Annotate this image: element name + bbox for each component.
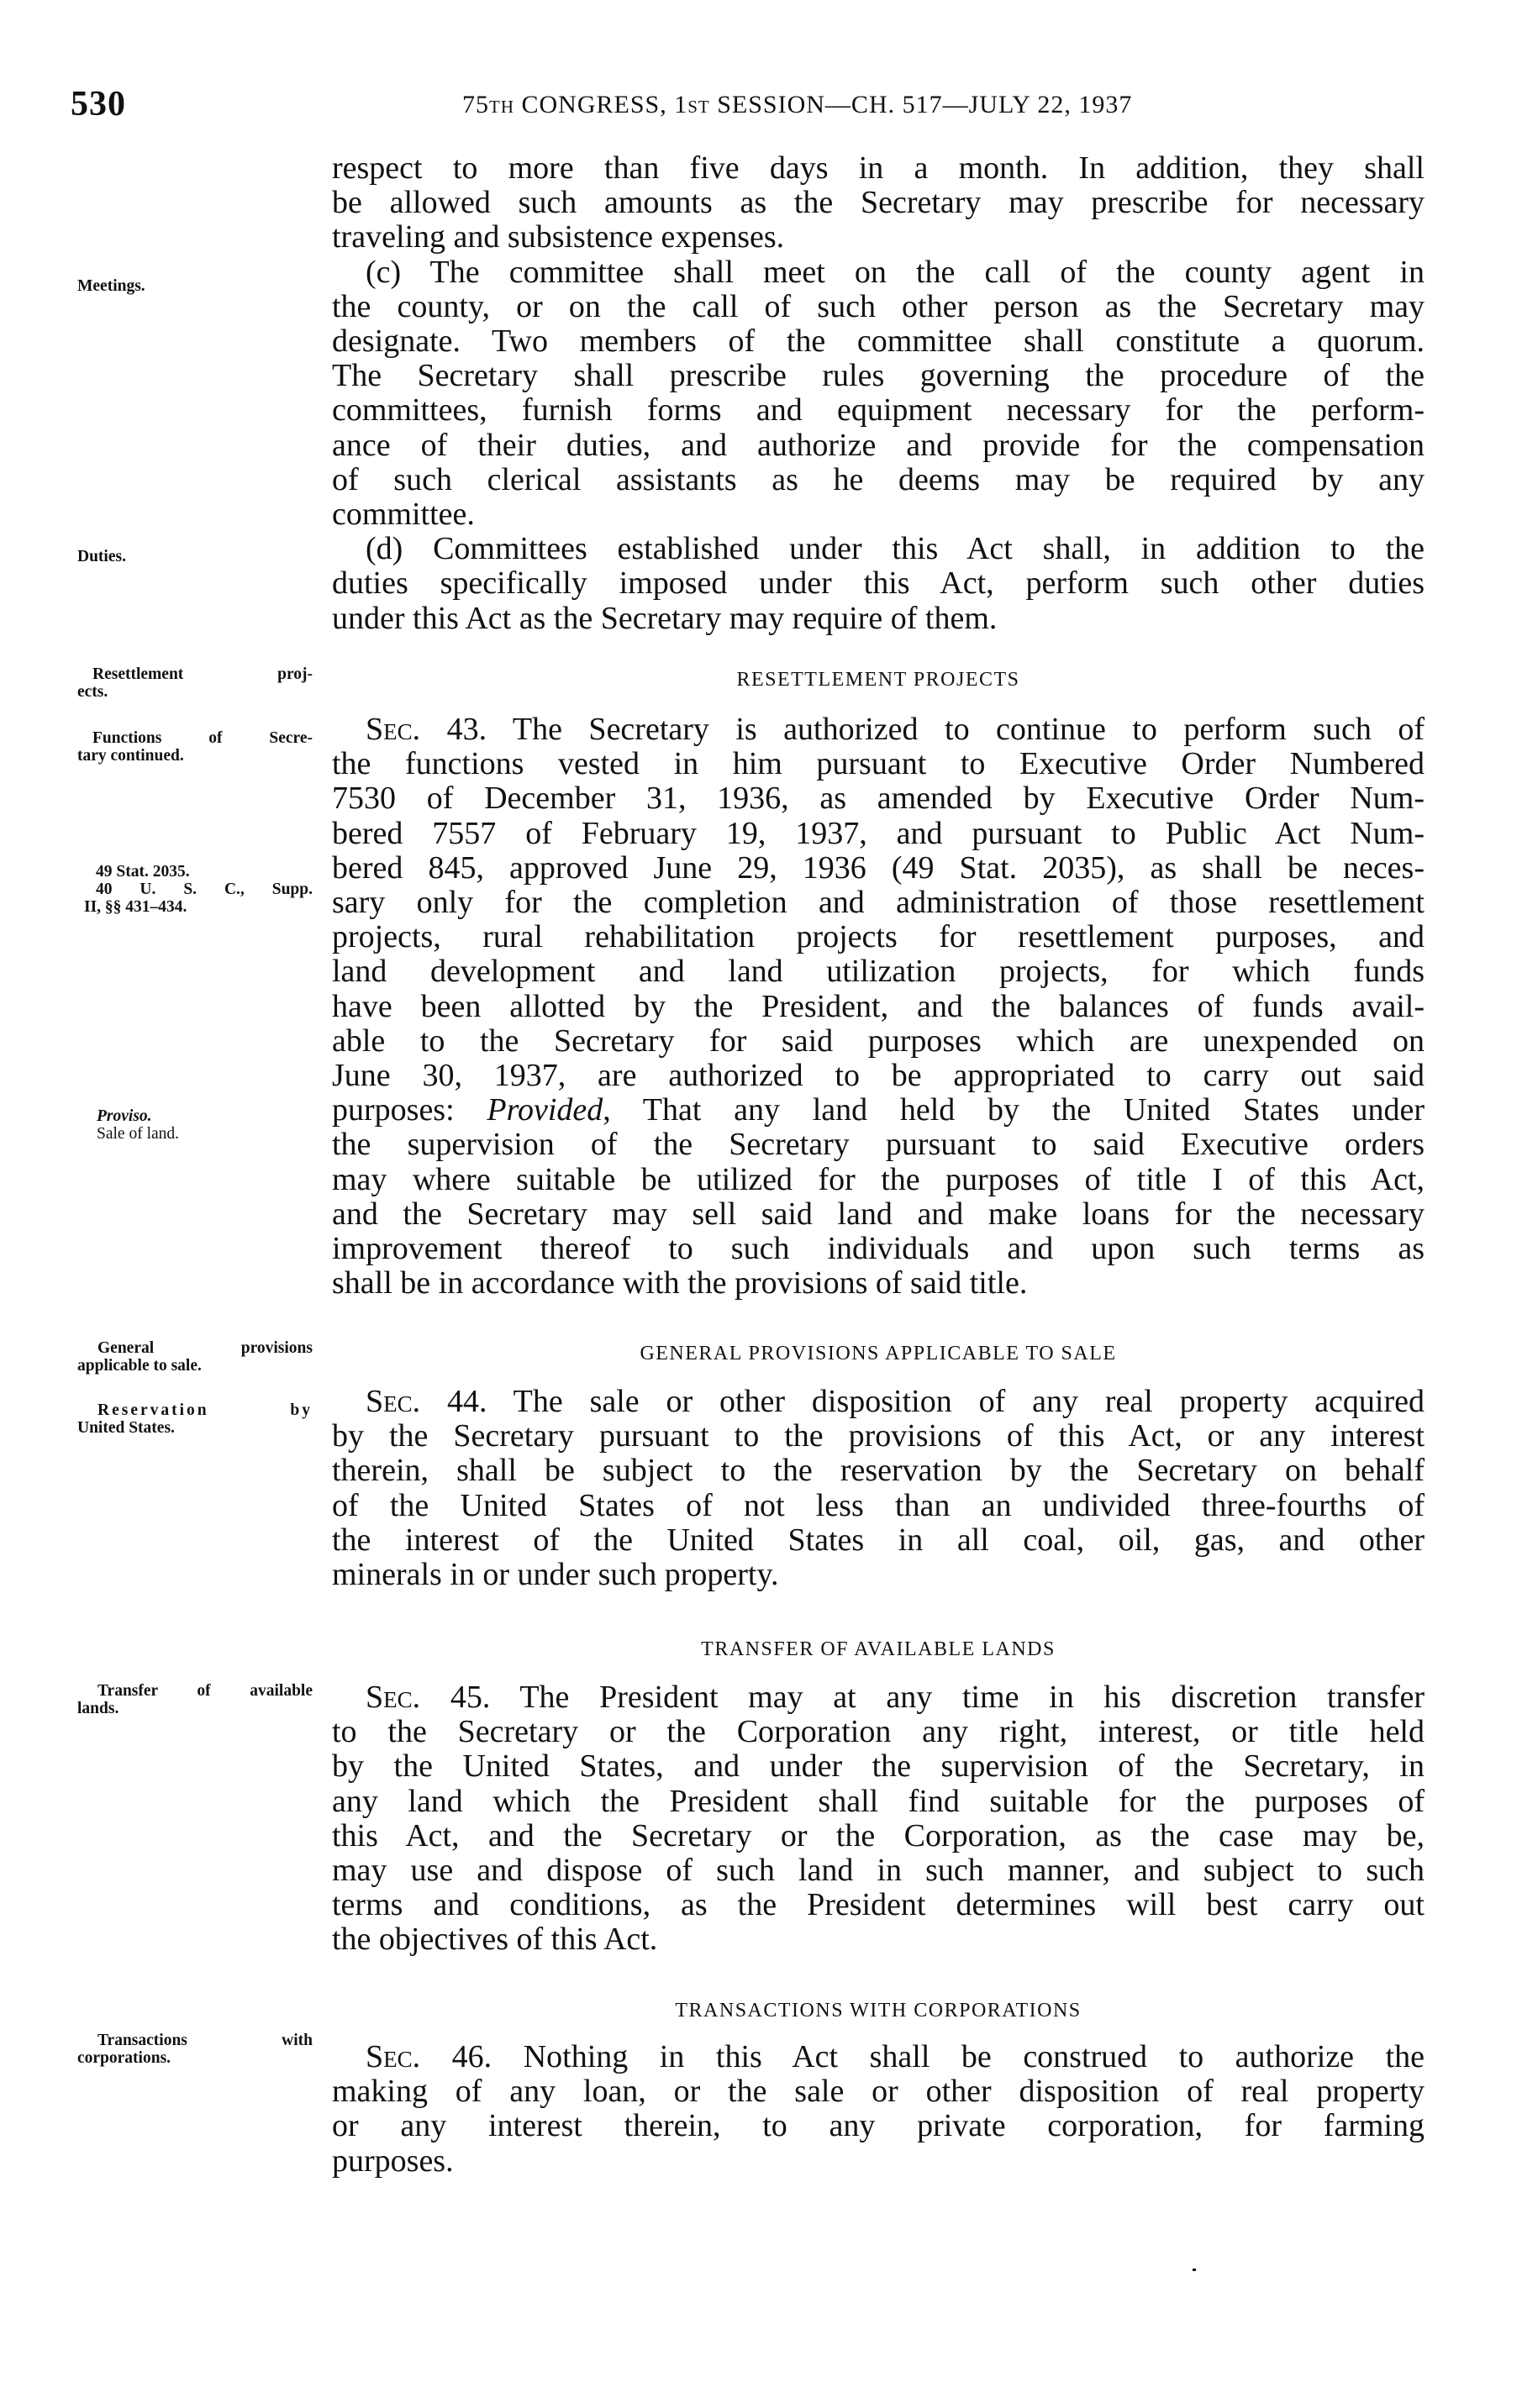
text-line: purposes.	[332, 2142, 454, 2179]
text-line: respect to more than five days in a month. In addition, they shall	[332, 150, 1425, 186]
text-line: bered 7557 of February 19, 1937, and pursuant to Public Act Num-	[332, 815, 1425, 851]
text-line: to the Secretary or the Corporation any right, interest, or title held	[332, 1714, 1425, 1750]
section-46	[332, 2040, 1425, 2179]
text-line: committees, furnish forms and equipment necessary for the perform-	[332, 392, 1425, 428]
congress-word: CONGRESS,	[514, 91, 675, 118]
margin-note-meetings	[77, 277, 313, 295]
text-line: June 30, 1937, are authorized to be appropriated to carry out said	[332, 1058, 1425, 1094]
congress-number: 75	[462, 91, 489, 118]
citation-line: 40 U. S. C., Supp.	[96, 881, 313, 898]
margin-note-line: Functions of Secre-	[92, 729, 313, 747]
section-44	[332, 1385, 1425, 1592]
text-line: The Secretary shall prescribe rules governing the procedure of the	[332, 358, 1425, 394]
text-line: improvement thereof to such individuals and upon such terms as	[332, 1231, 1425, 1267]
proviso-label: Proviso.	[97, 1107, 152, 1125]
text-line: projects, rural rehabilitation projects for resettlement purposes, and	[332, 919, 1425, 955]
margin-note-transfer-lands	[77, 1682, 313, 1717]
print-speck	[1193, 2269, 1196, 2271]
margin-note-line: Duties.	[77, 548, 126, 565]
margin-note-line: Meetings.	[77, 277, 145, 295]
text-line: able to the Secretary for said purposes which are unexpended on	[332, 1023, 1425, 1059]
citation-line: II, §§ 431–434.	[84, 898, 187, 916]
heading-resettlement-projects: RESETTLEMENT PROJECTS	[736, 669, 1020, 691]
text-line: the supervision of the Secretary pursuant to said Executive orders	[332, 1127, 1425, 1163]
text-line: bered 845, approved June 29, 1936 (49 Stat. 2035), as shall be neces-	[332, 849, 1425, 886]
text-line: (d) Committees established under this Act shall, in addition to the	[366, 531, 1425, 567]
heading-transfer-lands: TRANSFER OF AVAILABLE LANDS	[701, 1638, 1056, 1660]
text-line: (c) The committee shall meet on the call of the county agent in	[366, 254, 1425, 290]
text-line: shall be in accordance with the provisions of said title.	[332, 1265, 1028, 1301]
text-line: therein, shall be subject to the reservation by the Secretary on behalf	[332, 1453, 1425, 1489]
section-label: Sec. 46.	[366, 2039, 492, 2074]
margin-note-line: United States.	[77, 1419, 175, 1437]
margin-note-proviso	[97, 1107, 332, 1143]
margin-note-reservation	[77, 1401, 313, 1437]
text-line: land development and land utilization projects, for which funds	[332, 954, 1425, 990]
margin-note-functions-continued	[77, 729, 313, 765]
text-line: 7530 of December 31, 1936, as amended by Executive Order Num-	[332, 781, 1425, 817]
text-line: The Secretary is authorized to continue to perform such of	[487, 712, 1425, 747]
session-number: 1	[674, 91, 688, 118]
text-line: of such clerical assistants as he deems may be required by any	[332, 461, 1425, 497]
text-line: have been allotted by the President, and the balances of funds avail-	[332, 988, 1425, 1024]
margin-note-line: Sale of land.	[97, 1125, 180, 1143]
text-line: this Act, and the Secretary or the Corporation, as the case may be,	[332, 1817, 1425, 1853]
margin-note-line: corporations.	[77, 2049, 171, 2067]
margin-note-duties	[77, 548, 313, 565]
text-line: the county, or on the call of such other person as the Secretary may	[332, 288, 1425, 324]
body-continuation	[332, 151, 1425, 636]
congress-suffix: TH	[489, 97, 514, 117]
text-line: traveling and subsistence expenses.	[332, 219, 785, 255]
text-line: any land which the President shall find suitable for the purposes of	[332, 1783, 1425, 1819]
margin-note-line: lands.	[77, 1700, 119, 1717]
margin-note-line: Resettlement proj-	[92, 665, 313, 683]
running-head	[462, 91, 1303, 119]
text-line: may use and dispose of such land in such manner, and subject to such	[332, 1853, 1425, 1889]
text-line: committee.	[332, 497, 475, 533]
text-line: designate. Two members of the committee shall constitute a quorum.	[332, 323, 1425, 360]
text-line: be allowed such amounts as the Secretary may prescribe for necessary	[332, 185, 1425, 221]
text-line: under this Act as the Secretary may require of them.	[332, 600, 998, 636]
text-fragment: purposes:	[332, 1092, 487, 1128]
text-line: ance of their duties, and authorize and provide for the compensation	[332, 427, 1425, 463]
text-line: minerals in or under such property.	[332, 1557, 779, 1593]
text-line: the interest of the United States in all coal, oil, gas, and other	[332, 1522, 1425, 1558]
running-head-rest: SESSION—CH. 517—JULY 22, 1937	[709, 91, 1133, 118]
section-43	[332, 712, 1425, 1301]
margin-note-general-provisions	[77, 1339, 313, 1375]
margin-note-resettlement-projects	[77, 665, 313, 701]
text-line: making of any loan, or the sale or other disposition of real property	[332, 2074, 1425, 2110]
section-label: Sec. 44.	[366, 1384, 487, 1419]
proviso-word: Provided	[487, 1092, 603, 1128]
margin-note-line: General provisions	[97, 1339, 313, 1357]
text-line: duties specifically imposed under this Act, perform such other duties	[332, 565, 1425, 602]
text-line: may where suitable be utilized for the purposes of title I of this Act,	[332, 1161, 1425, 1197]
margin-note-line: Transfer of available	[97, 1682, 313, 1700]
margin-note-line: tary continued.	[77, 747, 184, 765]
margin-note-line: Transactions with	[97, 2032, 313, 2049]
text-line: and the Secretary may sell said land and make loans for the necessary	[332, 1196, 1425, 1232]
citation-line: 49 Stat. 2035.	[96, 863, 190, 881]
margin-note-transactions-corporations	[77, 2032, 313, 2067]
margin-note-line: applicable to sale.	[77, 1357, 202, 1375]
text-fragment: , That any land held by the United States under	[603, 1092, 1425, 1128]
text-line: of the United States of not less than an undivided three-fourths of	[332, 1487, 1425, 1523]
margin-note-citation	[77, 863, 313, 916]
text-line: The President may at any time in his discretion transfer	[490, 1680, 1425, 1715]
margin-note-line: ects.	[77, 683, 108, 701]
section-label: Sec. 45.	[366, 1680, 491, 1715]
text-line: The sale or other disposition of any real property acquired	[487, 1384, 1425, 1419]
text-line: the objectives of this Act.	[332, 1922, 658, 1958]
text-line: or any interest therein, to any private corporation, for farming	[332, 2108, 1425, 2144]
text-line: sary only for the completion and administration of those resettlement	[332, 885, 1425, 921]
session-suffix: ST	[687, 97, 710, 117]
text-line: Nothing in this Act shall be construed to authorize the	[492, 2039, 1425, 2074]
heading-general-provisions: GENERAL PROVISIONS APPLICABLE TO SALE	[640, 1343, 1117, 1364]
text-line: terms and conditions, as the President determines will best carry out	[332, 1887, 1425, 1923]
margin-note-line: Reservation by	[97, 1401, 313, 1419]
heading-transactions-corporations: TRANSACTIONS WITH CORPORATIONS	[675, 2000, 1082, 2022]
text-line: by the Secretary pursuant to the provisions of this Act, or any interest	[332, 1418, 1425, 1454]
text-line: the functions vested in him pursuant to Executive Order Numbered	[332, 746, 1425, 782]
section-label: Sec. 43.	[366, 712, 487, 747]
page-number: 530	[71, 85, 126, 124]
section-45	[332, 1680, 1425, 1958]
text-line: by the United States, and under the supervision of the Secretary, in	[332, 1748, 1425, 1785]
